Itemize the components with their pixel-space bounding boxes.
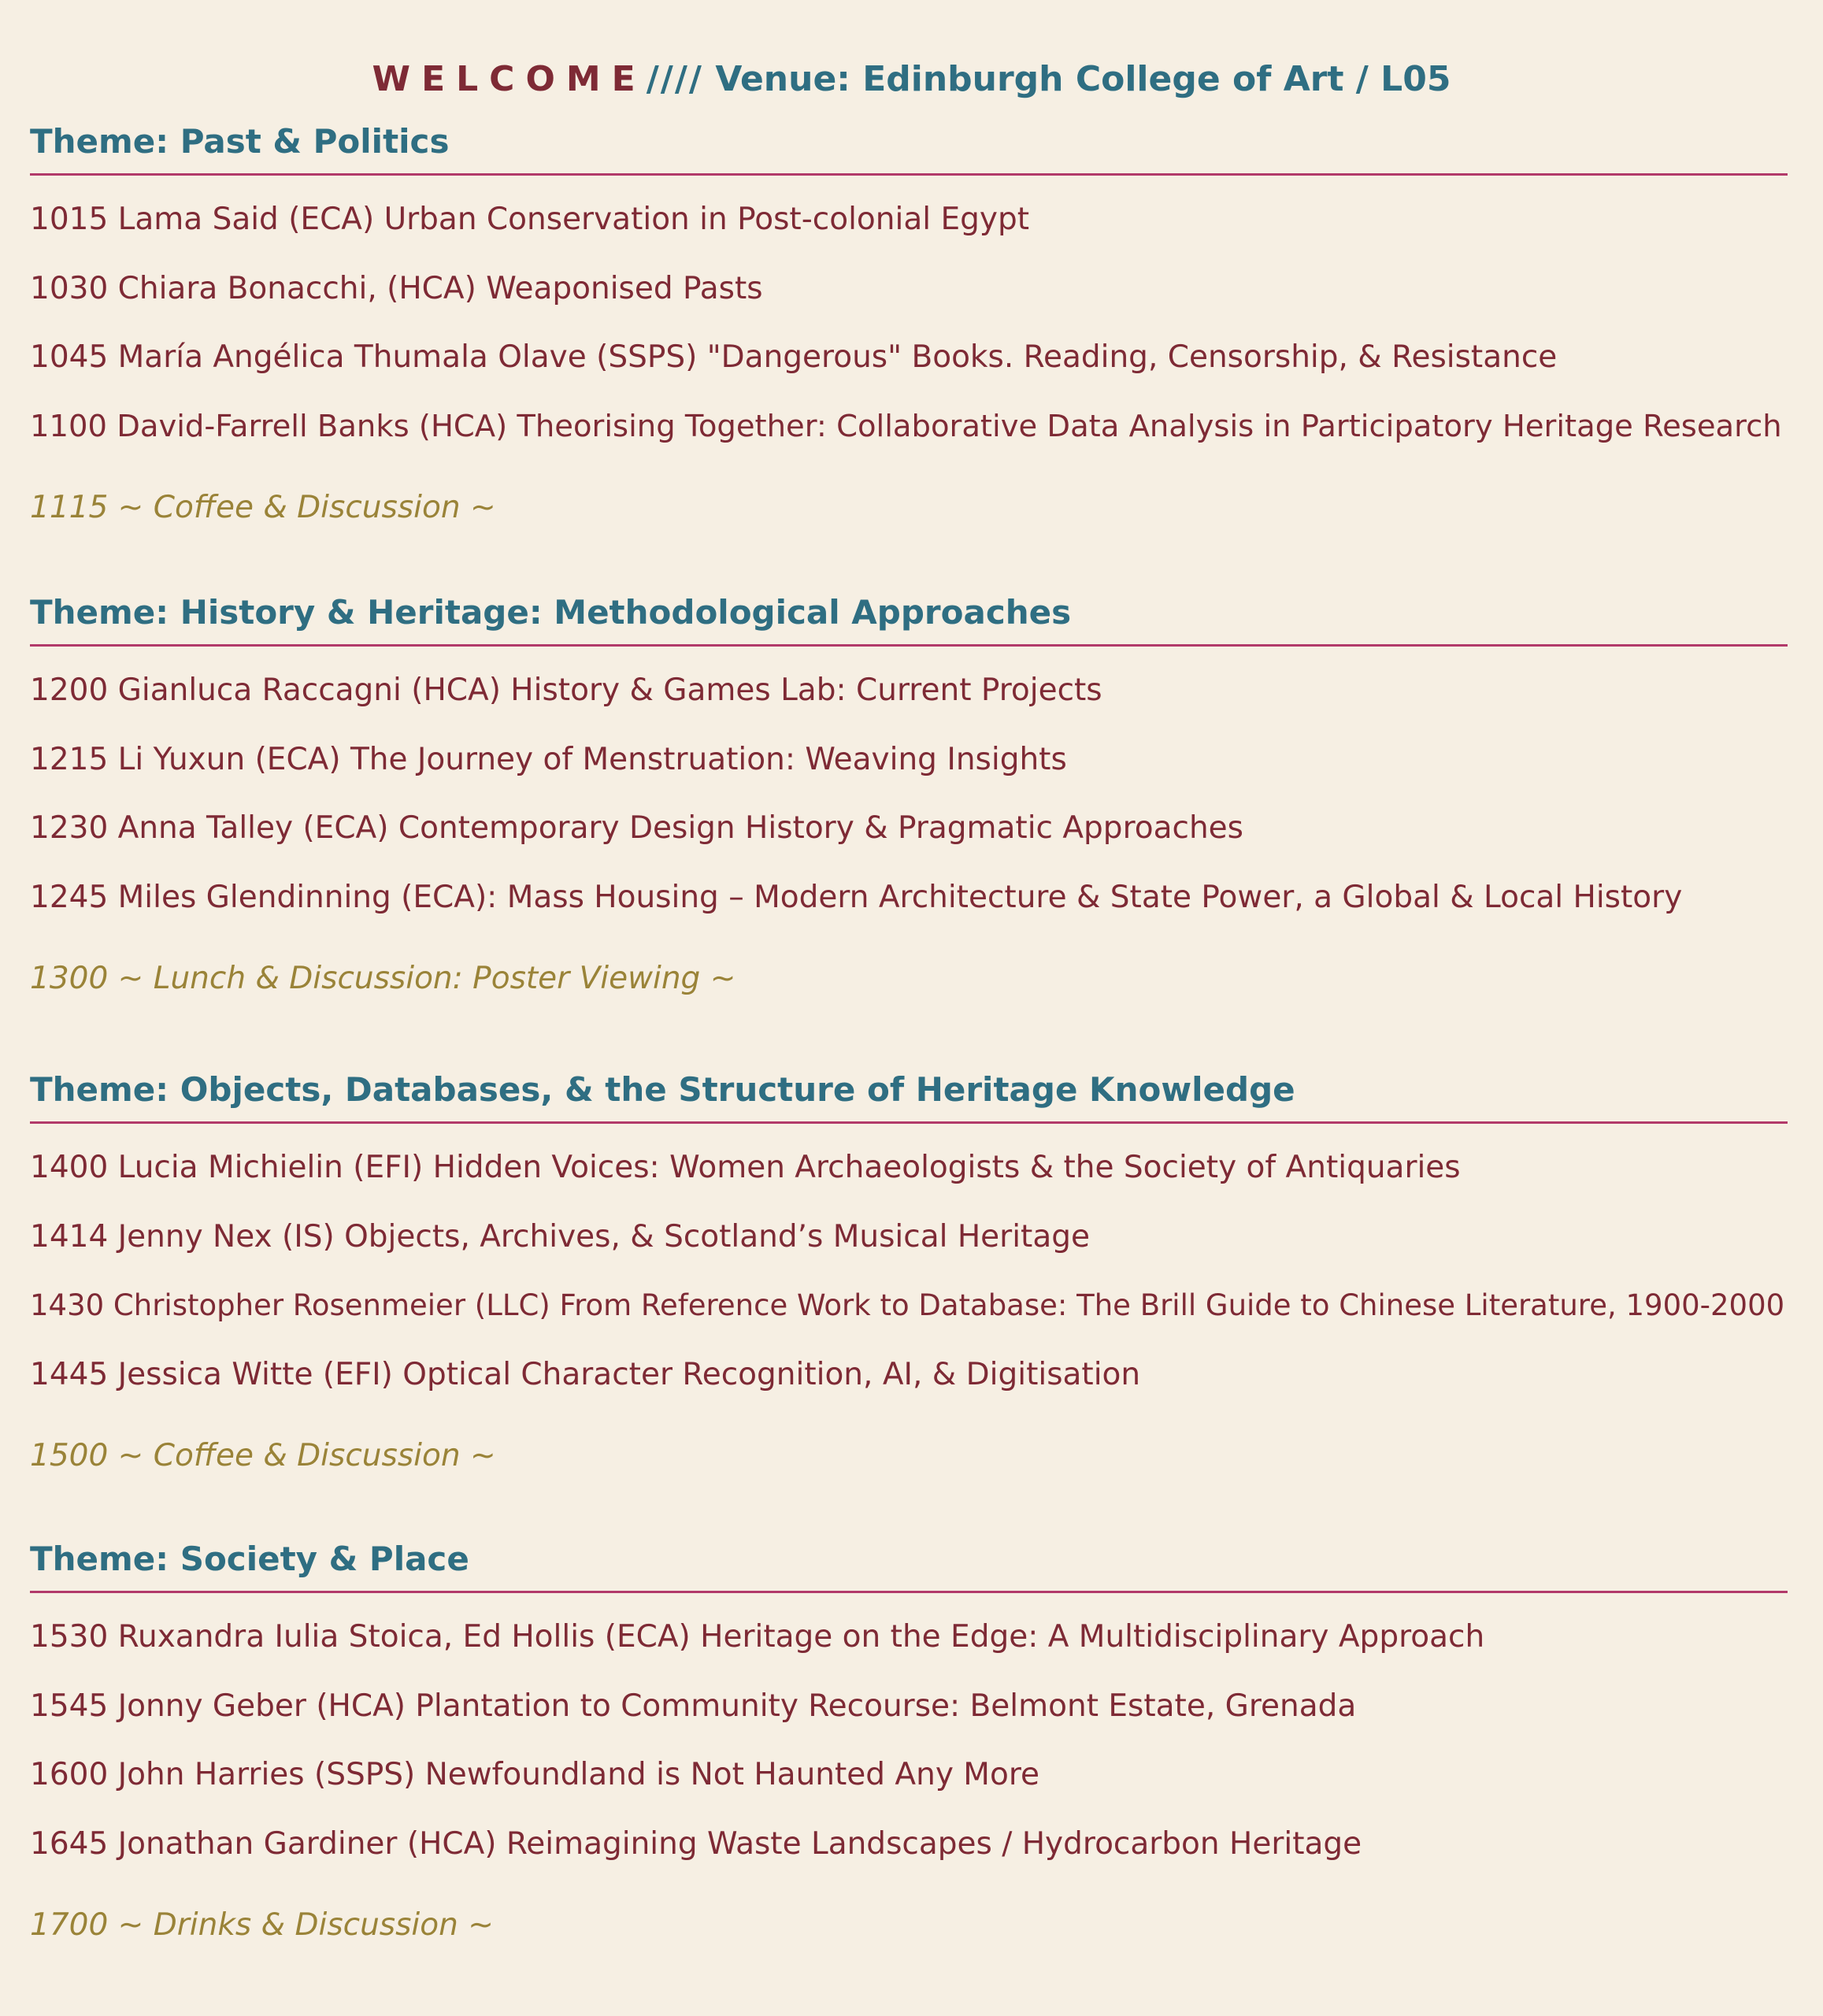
theme-section-past-politics: [30, 117, 1788, 533]
theme-section-history-heritage: [30, 587, 1788, 1004]
talk-item: 1545 Jonny Geber (HCA) Plantation to Community Recourse: Belmont Estate, Grenada: [30, 1688, 1357, 1724]
talk-item: 1400 Lucia Michielin (EFI) Hidden Voices: Women Archaeologists & the Society of Antiquaries: [30, 1150, 1461, 1185]
break-item: 1115 ~ Coffee & Discussion ~: [30, 490, 496, 525]
theme-divider: [30, 1121, 1788, 1124]
break-item: 1700 ~ Drinks & Discussion ~: [30, 1907, 494, 1943]
talk-item: 1645 Jonathan Gardiner (HCA) Reimagining Waste Landscapes / Hydrocarbon Heritage: [30, 1825, 1362, 1862]
talk-item: 1245 Miles Glendinning (ECA): Mass Housing – Modern Architecture & State Power, a Global & Local History: [30, 879, 1683, 915]
talk-item: 1030 Chiara Bonacchi, (HCA) Weaponised Pasts: [30, 270, 763, 306]
talk-item: 1015 Lama Said (ECA) Urban Conservation in Post-colonial Egypt: [30, 202, 1030, 237]
theme-section-society-place: [30, 1534, 1788, 1951]
talk-item: 1215 Li Yuxun (ECA) The Journey of Menstruation: Weaving Insights: [30, 741, 1067, 777]
talk-item: 1600 John Harries (SSPS) Newfoundland is Not Haunted Any More: [30, 1757, 1039, 1792]
welcome-heading: WELCOME: [372, 59, 647, 99]
talk-item: 1100 David-Farrell Banks (HCA) Theorising Together: Collaborative Data Analysis in Participatory Heritage Research: [30, 408, 1782, 444]
talk-item: 1045 María Angélica Thumala Olave (SSPS) "Dangerous" Books. Reading, Censorship, & Resistance: [30, 339, 1558, 375]
theme-title: Theme: Society & Place: [30, 1540, 469, 1578]
theme-section-objects-databases: [30, 1065, 1788, 1481]
talk-item: 1200 Gianluca Raccagni (HCA) History & Games Lab: Current Projects: [30, 673, 1102, 708]
talk-item: 1430 Christopher Rosenmeier (LLC) From Reference Work to Database: The Brill Guide to Chinese Literature, 1900-2000: [30, 1288, 1785, 1322]
talk-item: 1230 Anna Talley (ECA) Contemporary Design History & Pragmatic Approaches: [30, 810, 1243, 846]
theme-divider: [30, 1591, 1788, 1593]
theme-title: Theme: Past & Politics: [30, 122, 450, 161]
theme-title: Theme: History & Heritage: Methodological Approaches: [30, 593, 1072, 632]
talk-item: 1530 Ruxandra Iulia Stoica, Ed Hollis (ECA) Heritage on the Edge: A Multidisciplinary Approach: [30, 1619, 1485, 1655]
theme-title: Theme: Objects, Databases, & the Structure of Heritage Knowledge: [30, 1070, 1295, 1109]
talk-item: 1414 Jenny Nex (IS) Objects, Archives, & Scotland’s Musical Heritage: [30, 1218, 1090, 1254]
theme-divider: [30, 173, 1788, 176]
venue-header: [0, 52, 1823, 107]
talk-item: 1445 Jessica Witte (EFI) Optical Character Recognition, AI, & Digitisation: [30, 1356, 1141, 1392]
break-item: 1300 ~ Lunch & Discussion: Poster Viewing ~: [30, 961, 736, 996]
break-item: 1500 ~ Coffee & Discussion ~: [30, 1438, 496, 1473]
theme-divider: [30, 644, 1788, 647]
header-separator: ////: [646, 59, 703, 99]
venue-label: Venue: Edinburgh College of Art / L05: [715, 59, 1451, 99]
